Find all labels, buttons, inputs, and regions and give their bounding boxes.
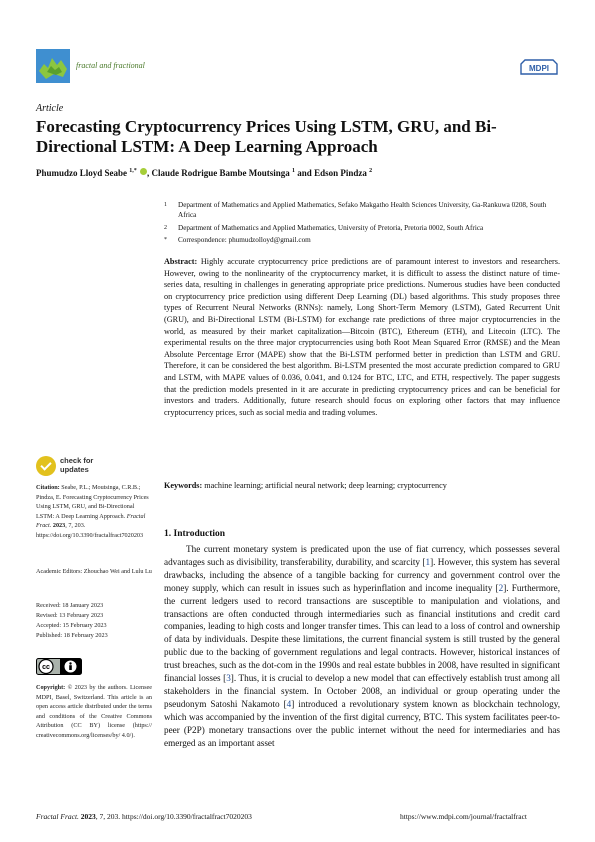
orcid-icon[interactable] bbox=[140, 168, 147, 175]
intro-text: The current monetary system is predicated upon the use of fiat currency, which possesses several advantages such as divisibility, transferability, durability, and scarcity [ bbox=[164, 544, 560, 567]
article-title: Forecasting Cryptocurrency Prices Using LSTM, GRU, and Bi-Directional LSTM: A Deep Learning Approach bbox=[36, 117, 497, 156]
check-for-updates-button[interactable] bbox=[36, 454, 116, 478]
academic-editors: Academic Editors: Zhouchao Wei and Lulu Lu bbox=[36, 568, 152, 575]
author-name: Edson Pindza bbox=[314, 168, 367, 178]
affiliation-mark: 2 bbox=[164, 225, 167, 231]
affiliation-mark: * bbox=[164, 237, 167, 243]
accepted-date: Accepted: 15 February 2023 bbox=[36, 622, 107, 629]
citation-rest: , 7, 203. https://doi.org/10.3390/fractalfract7020203 bbox=[36, 522, 144, 539]
author-affiliation-mark: 1,* bbox=[129, 168, 137, 174]
affiliation-mark: 1 bbox=[164, 202, 167, 208]
footer-doi[interactable]: , 7, 203. https://doi.org/10.3390/fractalfract7020203 bbox=[95, 812, 252, 821]
correspondence bbox=[164, 235, 564, 245]
check-badge-icon bbox=[36, 456, 56, 476]
copyright-text: © 2023 by the authors. Licensee MDPI, Basel, Switzerland. This article is an open access article distributed under the terms and conditions of the Creative Commons Attribution (CC BY) license (https:// creativecommons.org/licenses/by/ 4.0/). bbox=[36, 684, 152, 739]
check-updates-line1: check for bbox=[60, 456, 94, 465]
author-name: Phumudzo Lloyd Seabe bbox=[36, 168, 128, 178]
intro-text: ]. Furthermore, the current ledgers used to record transactions are susceptible to manipulation and violations, and transactions are often conducted through intermediaries such as financial institutions and credit card companies, leading to high costs and longer transfer times. This can lead to a loss of control and ownership of data by individuals. Despite these limitations, the current financial system is still trusted by the general public due to the backing of government regulations and legal contracts. However, historical instances of trust breaches, such as the dot-com in the 1990s and real estate bubbles in 2008, have resulted in significant financial losses [ bbox=[164, 582, 560, 684]
intro-paragraph bbox=[164, 543, 560, 750]
footer-citation bbox=[36, 812, 252, 821]
citation-link[interactable]: 3 bbox=[226, 673, 231, 684]
intro-text: ]. Thus, it is crucial to develop a new model that can effectively establish trust among all stakeholders in the financial system. In October 2008, an individual or group operating under the pseudonym Satoshi Nakamoto [ bbox=[164, 673, 560, 709]
section-heading: 1. Introduction bbox=[164, 529, 226, 539]
abstract-label: Abstract: bbox=[164, 257, 198, 266]
copyright-label: Copyright: bbox=[36, 684, 66, 691]
mdpi-logo-text: MDPI bbox=[529, 64, 549, 73]
author-name: Claude Rodrigue Bambe Moutsinga bbox=[151, 168, 290, 178]
author-affiliation-mark: 2 bbox=[369, 168, 373, 174]
citation-link[interactable]: 1 bbox=[425, 556, 431, 567]
affiliation-1 bbox=[164, 200, 564, 220]
citation-block bbox=[36, 483, 152, 540]
author-conjunction: and bbox=[295, 168, 315, 178]
citation-link[interactable]: 2 bbox=[498, 582, 504, 593]
mdpi-logo bbox=[519, 57, 559, 77]
author-list bbox=[36, 168, 372, 178]
footer-year: 2023 bbox=[78, 812, 96, 821]
cc-by-license-icon[interactable] bbox=[36, 658, 82, 675]
citation-text: Seabe, P.L.; Moutsinga, C.R.B.; Pindza, E. Forecasting Cryptocurrency Prices Using LSTM, GRU, and Bi-Directional LSTM: A Deep Learning Approach. bbox=[36, 484, 149, 520]
footer-journal-url[interactable]: https://www.mdpi.com/journal/fractalfract bbox=[400, 812, 527, 821]
revised-date: Revised: 13 February 2023 bbox=[36, 612, 104, 619]
article-type: Article bbox=[36, 103, 64, 114]
citation-link[interactable]: 4 bbox=[286, 698, 292, 709]
affiliation-text: Department of Mathematics and Applied Mathematics, University of Pretoria, Pretoria 0002, South Africa bbox=[178, 224, 484, 232]
abstract-text: Highly accurate cryptocurrency price predictions are of paramount interest to investors and researchers. However, owing to the nonlinearity of the cryptocurrency market, it is difficult to assess the distinct nature of time-series data, resulting in challenges in generating appropriate price predictions. Numerous studies have been conducted on cryptocurrency price prediction using different Deep Learning (DL) based algorithms. This study proposes three types of Recurrent Neural Networks (RNNs): namely, Long Short-Term Memory (LSTM), Gated Recurrent Unit (GRU), and Bi-Directional LSTM (Bi-LSTM) for exchange rate predictions of three major cryptocurrencies in the world, as measured by their market capitalization—Bitcoin (BTC), Ethereum (ETH), and Litecoin (LTC). The experimental results on the three major cryptocurrencies using both Root Mean Squared Error (RMSE) and the Mean Absolute Percentage Error (MAPE) show that the Bi-LSTM performed better in prediction than LSTM and GRU. Therefore, it can be considered the best algorithm. Bi-LSTM presented the most accurate prediction compared to GRU and LSTM, with MAPE values of 0.036, 0.041, and 0.124 for BTC, LTC, and ETH, respectively. The paper suggests that the prediction models presented in it are accurate in predicting cryptocurrency prices and can be beneficial for investors and traders. Additionally, future research should focus on exploring other factors that may influence cryptocurrency prices, such as social media and trading volumes. bbox=[164, 257, 560, 417]
abstract bbox=[164, 256, 560, 418]
intro-text: ] introduced a revolutionary system known as blockchain technology, which was accompanied by the invention of the first digital currency, BTC. This system facilitates peer-to-peer (P2P) monetary transactions over the public internet without the need for intermediaries and has emerged as an important asset bbox=[164, 698, 560, 748]
citation-journal: Fractal Fract. bbox=[36, 512, 146, 529]
keywords-text: machine learning; artificial neural network; deep learning; cryptocurrency bbox=[202, 481, 447, 490]
published-date: Published: 18 February 2023 bbox=[36, 632, 108, 639]
citation-label: Citation: bbox=[36, 484, 60, 491]
affiliation-2 bbox=[164, 223, 564, 233]
correspondence-text: Correspondence: phumudzolloyd@gmail.com bbox=[178, 236, 311, 244]
author-affiliation-mark: 1 bbox=[292, 168, 296, 174]
keywords bbox=[164, 480, 560, 492]
citation-year: 2023 bbox=[51, 522, 66, 529]
intro-text: ]. However, this system has several drawbacks, including the absence of a tangible backing for currency and government control over the money supply, which can result in issues such as hyperinflation and income inequality [ bbox=[164, 556, 561, 593]
received-date: Received: 18 January 2023 bbox=[36, 602, 104, 609]
footer-journal: Fractal Fract. bbox=[36, 812, 79, 821]
copyright-block bbox=[36, 683, 152, 740]
journal-logo bbox=[36, 49, 70, 83]
affiliation-text: Department of Mathematics and Applied Mathematics, Sefako Makgatho Health Sciences University, Ga-Rankuwa 0208, South Africa bbox=[178, 201, 547, 219]
keywords-label: Keywords: bbox=[164, 481, 203, 490]
journal-name: fractal and fractional bbox=[76, 61, 145, 70]
author-separator: , bbox=[147, 168, 152, 178]
cc-badge-text: cc bbox=[42, 664, 50, 671]
check-updates-line2: updates bbox=[60, 464, 89, 474]
